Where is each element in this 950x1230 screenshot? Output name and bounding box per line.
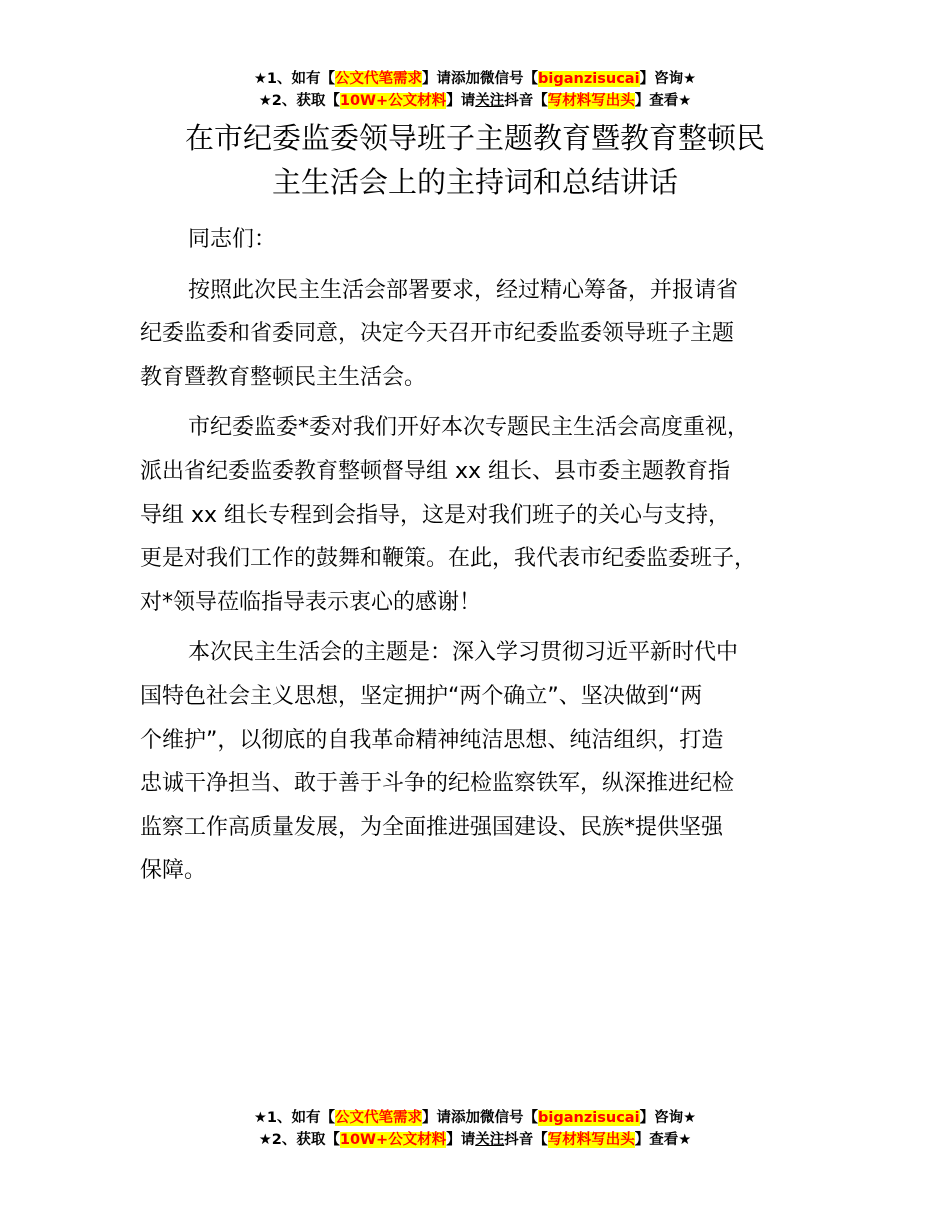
body-paragraph-3 — [140, 631, 840, 893]
ad-text: 抖音【 — [504, 1132, 548, 1148]
ad-highlight-wechat-id: biganzisucai — [538, 1110, 640, 1126]
ad-text: 】咨询★ — [639, 71, 697, 87]
ad-highlight-service: 公文代笔需求 — [335, 71, 423, 87]
footer-ad-banner — [0, 1107, 950, 1151]
body-paragraph-1 — [140, 269, 840, 400]
paragraph-line: 纪委监委和省委同意，决定今天召开市纪委监委领导班子主题 — [140, 321, 735, 347]
ad-line-1 — [0, 1107, 950, 1129]
ad-highlight-douyin-account: 写材料写出头 — [547, 1132, 635, 1148]
ad-text: ★1、如有【 — [253, 71, 336, 87]
ad-highlight-wechat-id: biganzisucai — [538, 71, 640, 87]
ad-text: 】请 — [446, 93, 476, 109]
ad-text: 】请添加微信号【 — [422, 71, 539, 87]
salutation: 同志们： — [188, 227, 277, 252]
paragraph-line: 监察工作高质量发展，为全面推进强国建设、民族*提供坚强 — [140, 814, 724, 840]
ad-text: 抖音【 — [504, 93, 548, 109]
paragraph-line: 保障。 — [140, 858, 207, 884]
paragraph-line: 对*领导莅临指导表示衷心的感谢！ — [140, 589, 482, 615]
paragraph-line: 派出省纪委监委教育整顿督导组 xx 组长、县市委主题教育指 — [140, 458, 731, 484]
document-body — [140, 218, 840, 900]
paragraph-line: 忠诚干净担当、敢于善于斗争的纪检监察铁军，纵深推进纪检 — [140, 771, 735, 797]
paragraph-line: 导组 xx 组长专程到会指导，这是对我们班子的关心与支持， — [140, 502, 731, 528]
ad-text: 】咨询★ — [639, 1110, 697, 1126]
body-paragraph-2 — [140, 406, 840, 624]
ad-text: 】查看★ — [634, 1132, 692, 1148]
paragraph-line: 按照此次民主生活会部署要求，经过精心筹备，并报请省 — [188, 277, 739, 303]
ad-line-1 — [0, 68, 950, 90]
ad-highlight-materials: 10W+公文材料 — [339, 1132, 447, 1148]
paragraph-line: 更是对我们工作的鼓舞和鞭策。在此，我代表市纪委监委班子， — [140, 546, 757, 572]
ad-line-2 — [0, 1129, 950, 1151]
ad-highlight-service: 公文代笔需求 — [335, 1110, 423, 1126]
paragraph-line: 个维护”，以彻底的自我革命精神纯洁思想、纯洁组织，打造 — [140, 727, 724, 753]
ad-underlined-follow: 关注 — [475, 93, 505, 109]
ad-line-2 — [0, 90, 950, 112]
ad-text: 】请 — [446, 1132, 476, 1148]
paragraph-line: 国特色社会主义思想，坚定拥护“两个确立”、坚决做到“两 — [140, 683, 703, 709]
ad-highlight-douyin-account: 写材料写出头 — [547, 93, 635, 109]
ad-text: 】查看★ — [634, 93, 692, 109]
ad-text: 】请添加微信号【 — [422, 1110, 539, 1126]
ad-underlined-follow: 关注 — [475, 1132, 505, 1148]
ad-text: ★1、如有【 — [253, 1110, 336, 1126]
ad-text: ★2、获取【 — [258, 1132, 340, 1148]
document-title — [0, 116, 950, 204]
title-line-1: 在市纪委监委领导班子主题教育暨教育整顿民 — [184, 121, 765, 155]
paragraph-line: 教育暨教育整顿民主生活会。 — [140, 364, 427, 390]
title-line-2: 主生活会上的主持词和总结讲话 — [271, 165, 678, 199]
ad-text: ★2、获取【 — [258, 93, 340, 109]
salutation-paragraph — [140, 218, 840, 262]
paragraph-line: 市纪委监委*委对我们开好本次专题民主生活会高度重视， — [188, 415, 750, 441]
ad-highlight-materials: 10W+公文材料 — [339, 93, 447, 109]
paragraph-line: 本次民主生活会的主题是：深入学习贯彻习近平新时代中 — [188, 640, 739, 666]
header-ad-banner — [0, 68, 950, 112]
